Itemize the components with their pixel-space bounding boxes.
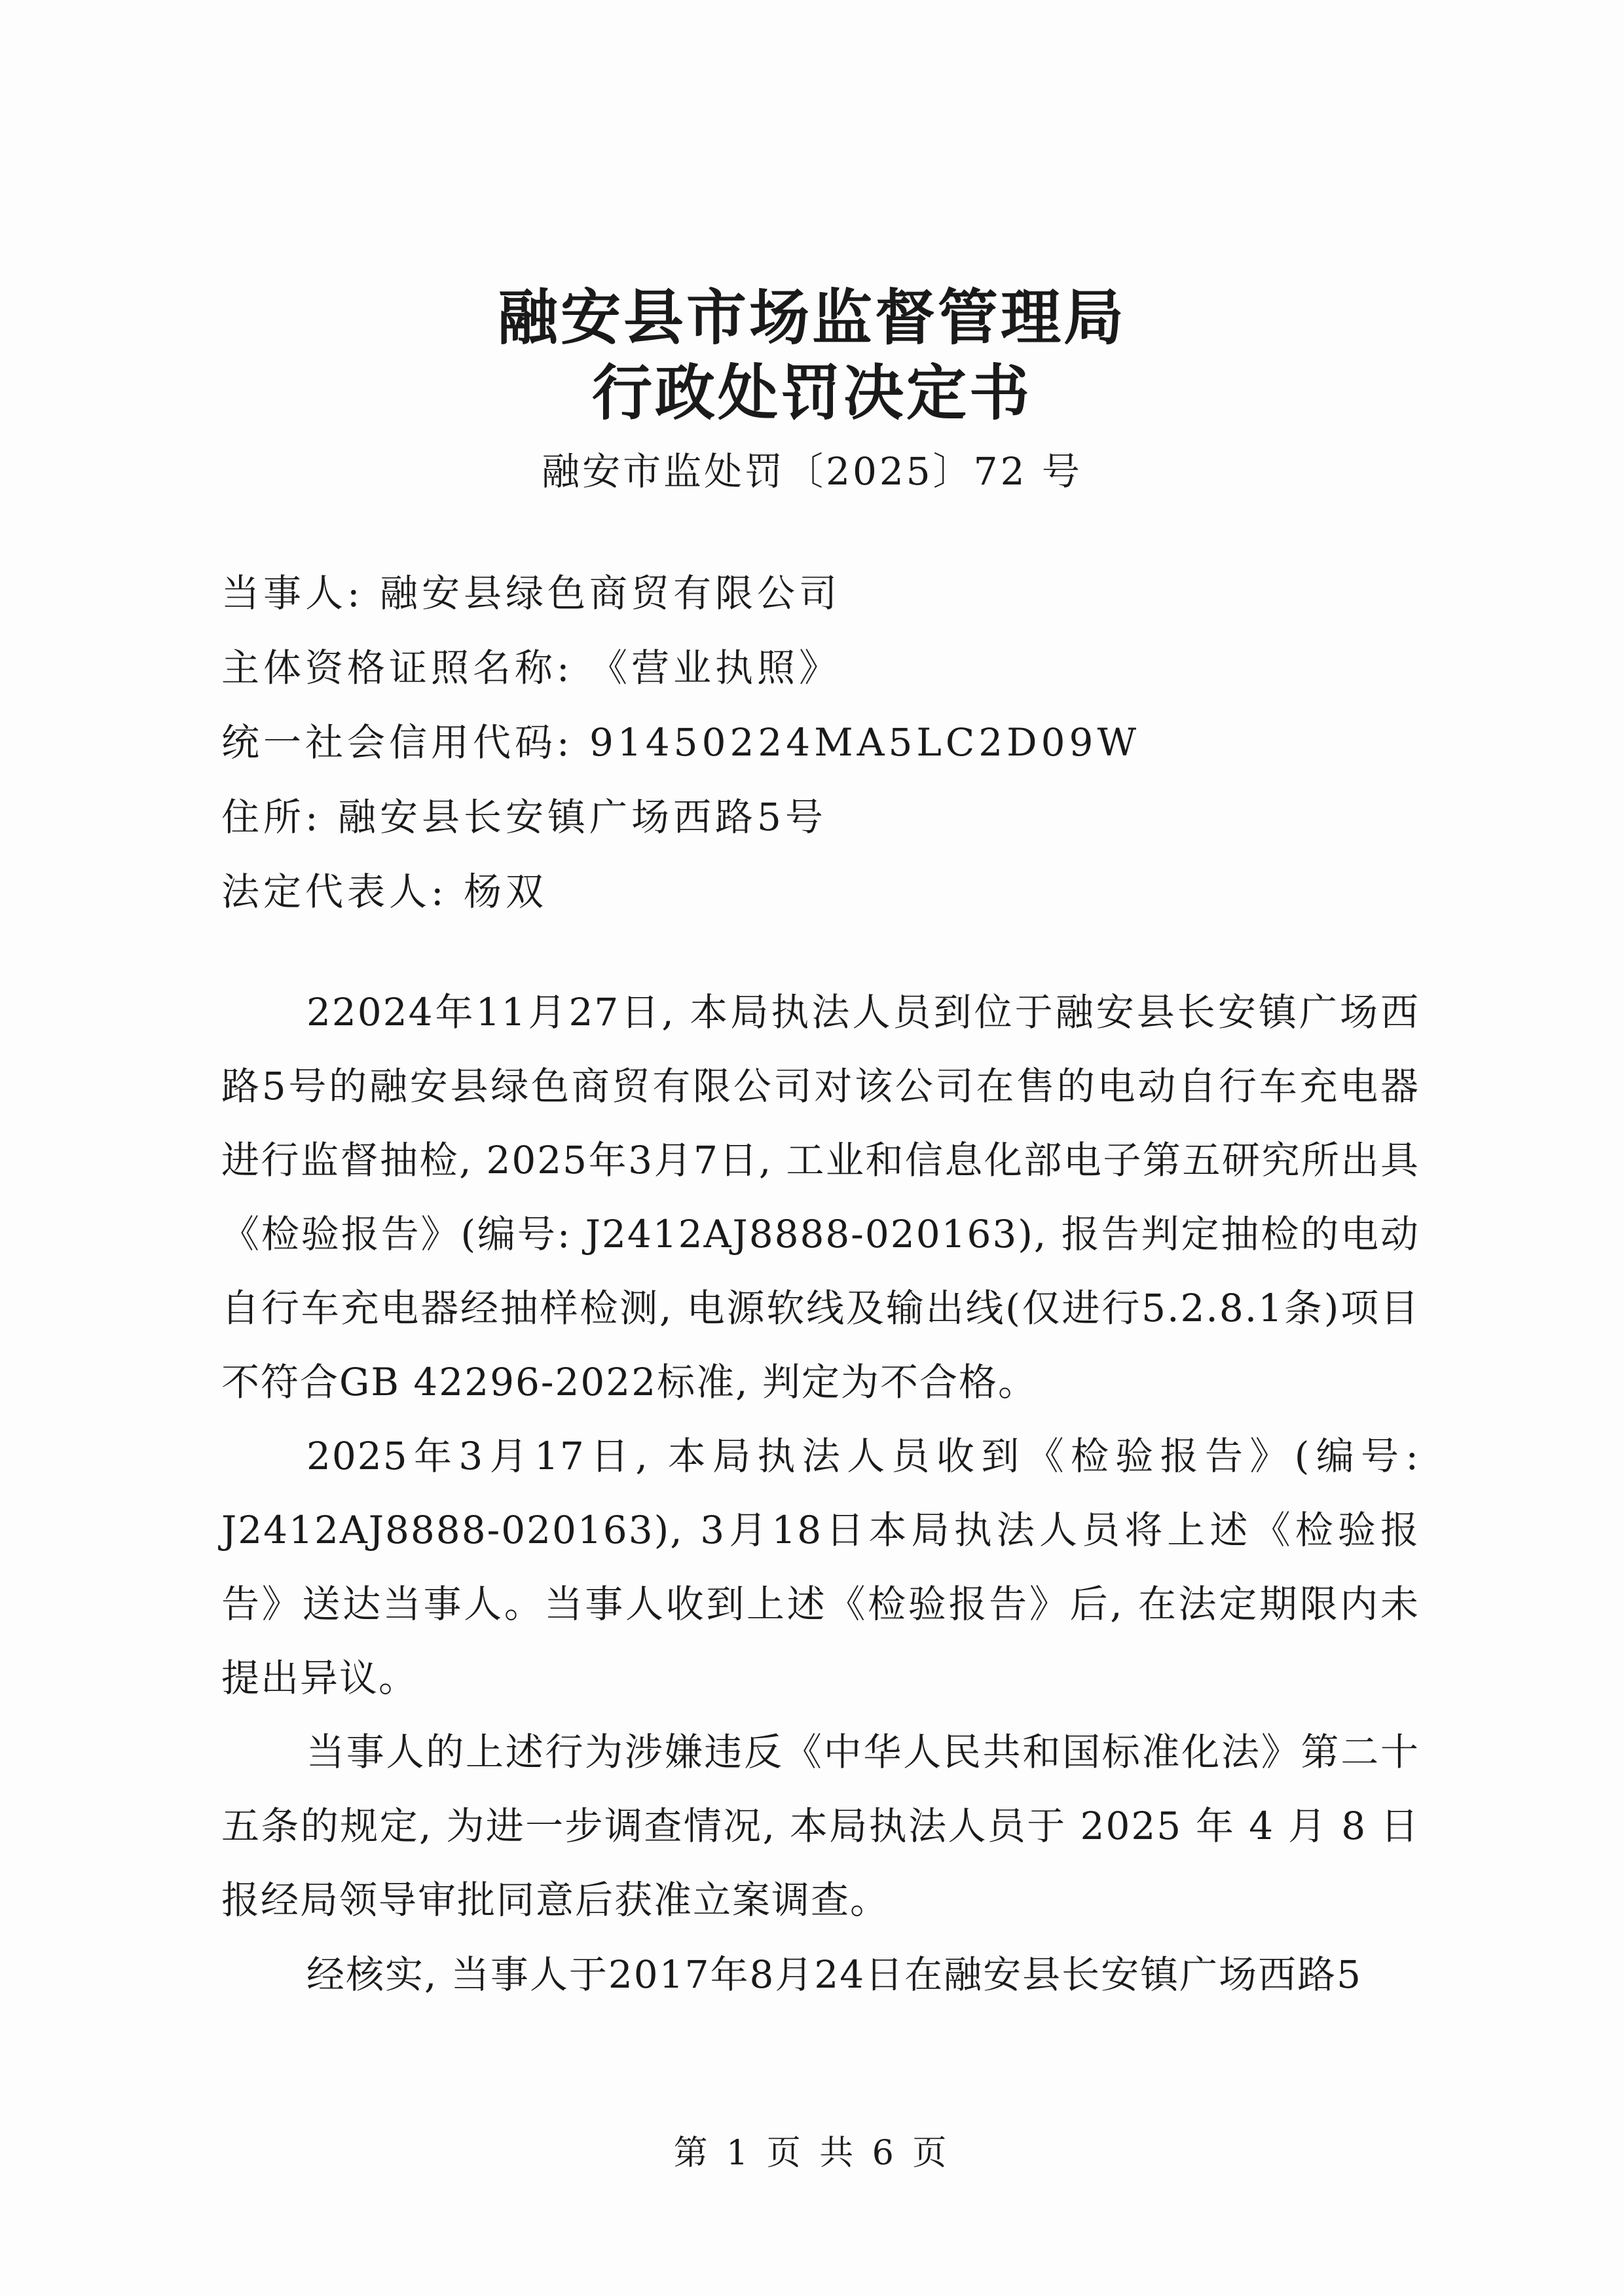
paragraph-inspection: 22024年11月27日, 本局执法人员到位于融安县长安镇广场西路5号的融安县绿色商贸有限公司对该公司在售的电动自行车充电器进行监督抽检, 2025年3月7日, 工业和信息化部电子第五研究所出具《检验报告》(编号: J2412AJ8888-020163), 报告判定抽检的电动自行车充电器经抽样检测, 电源软线及输出线(仅进行5.2.8.1条)项目不符合GB 42296-2022标准, 判定为不合格。 xyxy=(221,990,1420,1404)
page-indicator: 第 1 页 共 6 页 xyxy=(673,2134,951,2173)
license-type: 主体资格证照名称: 《营业执照》 xyxy=(221,646,841,690)
address: 住所: 融安县长安镇广场西路5号 xyxy=(221,795,827,839)
document-number: 融安市监处罚〔2025〕72 号 xyxy=(542,449,1082,494)
credit-code: 统一社会信用代码: 91450224MA5LC2D09W xyxy=(221,720,1141,765)
party-name: 当事人: 融安县绿色商贸有限公司 xyxy=(221,571,841,615)
legal-representative: 法定代表人: 杨双 xyxy=(221,869,547,914)
document-title-line1: 融安县市场监督管理局 xyxy=(497,282,1126,353)
document-title-line2: 行政处罚决定书 xyxy=(591,357,1032,428)
paragraph-verification: 经核实, 当事人于2017年8月24日在融安县长安镇广场西路5 xyxy=(306,1952,1363,1997)
paragraph-case-filing: 当事人的上述行为涉嫌违反《中华人民共和国标准化法》第二十五条的规定, 为进一步调查情况, 本局执法人员于 2025 年 4 月 8 日报经局领导审批同意后获准立案调查。 xyxy=(221,1730,1420,1922)
paragraph-report-delivery: 2025年3月17日, 本局执法人员收到《检验报告》(编号: J2412AJ8888-020163), 3月18日本局执法人员将上述《检验报告》送达当事人。当事人收到上述《检验报告》后, 在法定期限内未提出异议。 xyxy=(221,1434,1420,1700)
